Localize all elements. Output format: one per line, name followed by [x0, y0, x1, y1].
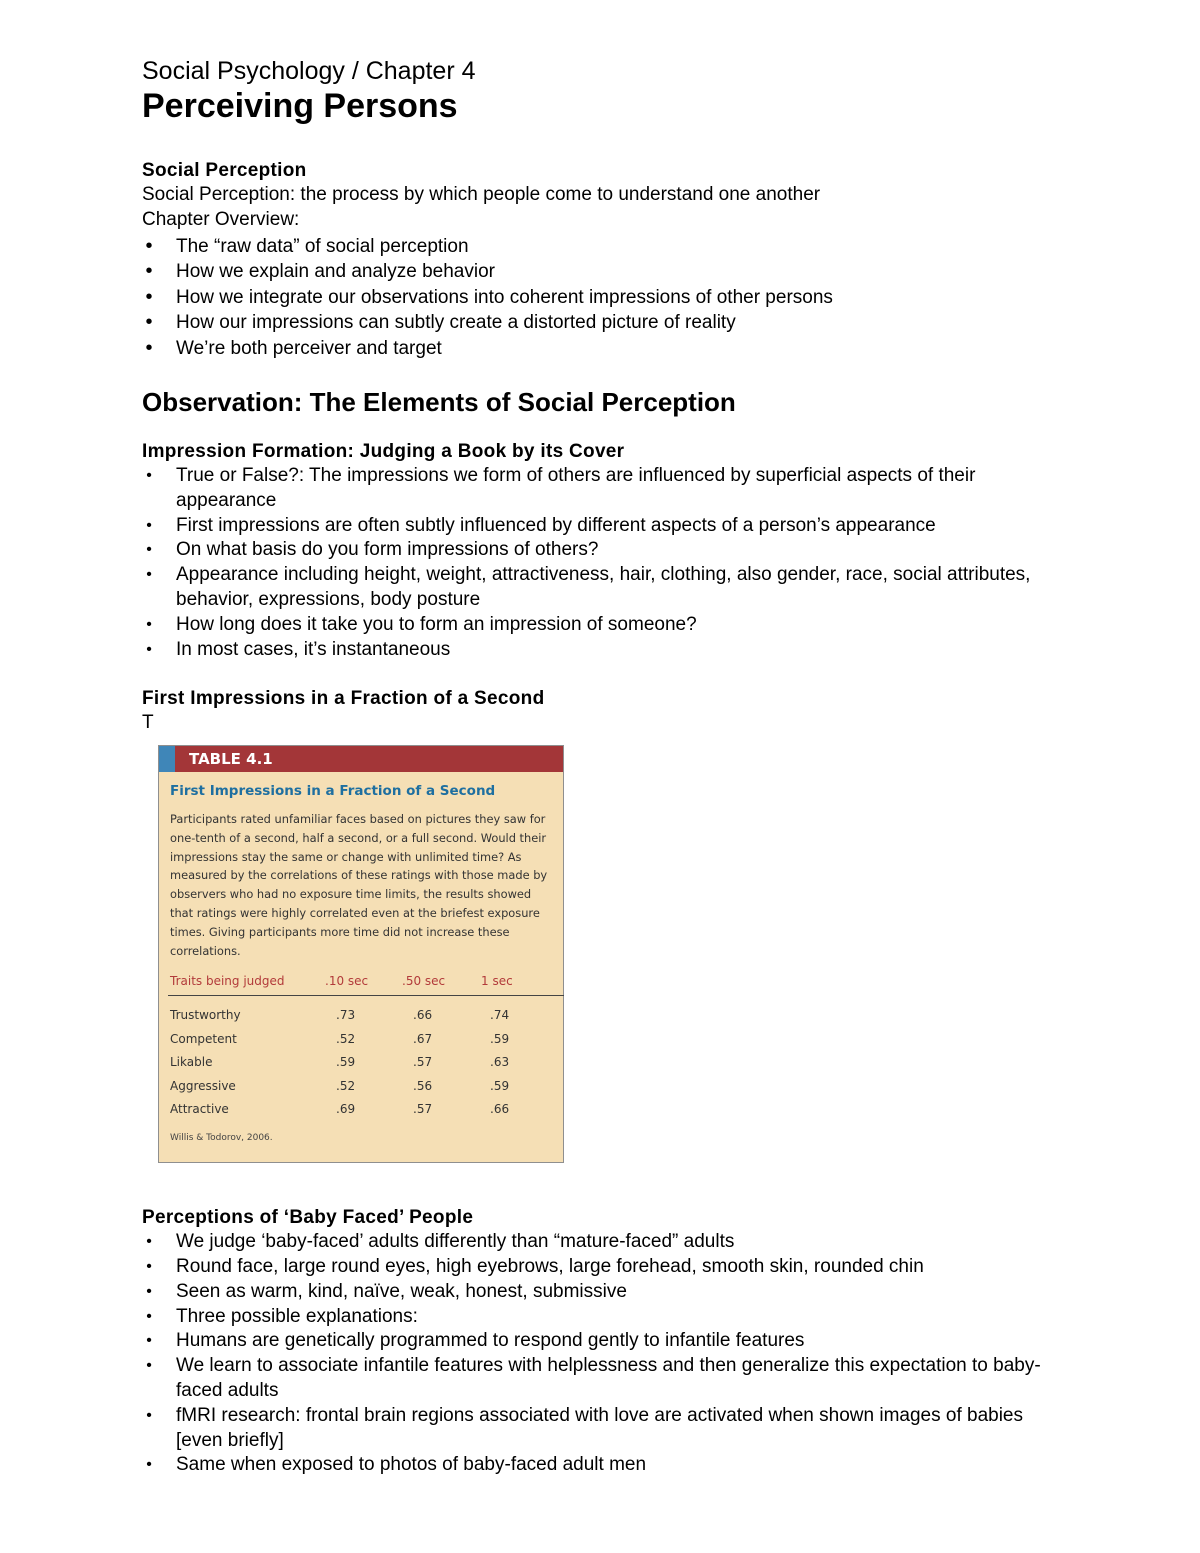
bullet-icon: •	[145, 311, 153, 334]
chapter-overview-label: Chapter Overview:	[142, 208, 300, 230]
baby-faced-list	[142, 1230, 1062, 1478]
table-title: First Impressions in a Fraction of a Second	[170, 783, 496, 799]
list-item: • On what basis do you form impressions of others?	[142, 538, 1062, 563]
course-subtitle: Social Psychology / Chapter 4	[142, 57, 476, 85]
table-cell: .52	[336, 1031, 356, 1046]
table-cell: .57	[413, 1102, 433, 1116]
list-item: • First impressions are often subtly influenced by different aspects of a person’s appearance	[142, 514, 1062, 539]
table-cell: .57	[413, 1055, 433, 1069]
list-item: • We learn to associate infantile features with helplessness and then generalize this expectation to baby-faced adults	[142, 1354, 1062, 1404]
table-row	[159, 1032, 563, 1056]
section-heading-first-impressions: First Impressions in a Fraction of a Second	[142, 688, 545, 710]
table-rule	[168, 995, 564, 996]
table-cell: .52	[336, 1078, 356, 1093]
list-item: • Humans are genetically programmed to respond gently to infantile features	[142, 1329, 1062, 1354]
bullet-icon: •	[146, 1233, 152, 1251]
list-item: • Appearance including height, weight, attractiveness, hair, clothing, also gender, race, social attributes, behavior, expressions, body posture	[142, 563, 1062, 613]
table-tab-marker	[159, 746, 175, 772]
list-item: • True or False?: The impressions we form of others are influenced by superficial aspects of their appearance	[142, 464, 1062, 514]
list-item: • The “raw data” of social perception	[142, 234, 1062, 260]
table-column-headers	[159, 974, 563, 994]
list-item: • How long does it take you to form an impression of someone?	[142, 613, 1062, 638]
bullet-icon: •	[146, 615, 152, 633]
bullet-icon: •	[146, 1406, 152, 1424]
section-heading-social-perception: Social Perception	[142, 160, 307, 181]
section-heading-baby-faced: Perceptions of ‘Baby Faced’ People	[142, 1207, 474, 1229]
table-source: Willis & Todorov, 2006.	[170, 1133, 273, 1143]
table-cell: .66	[490, 1102, 510, 1116]
page-title: Perceiving Persons	[142, 87, 458, 125]
table-cell: .56	[413, 1078, 433, 1093]
bullet-icon: •	[145, 285, 153, 308]
table-cell: Likable	[170, 1055, 213, 1069]
table-cell: .59	[490, 1078, 510, 1093]
table-cell: .73	[336, 1008, 356, 1022]
stray-text: T	[142, 712, 154, 734]
impression-formation-list	[142, 464, 1062, 662]
list-item: • How we integrate our observations into coherent impressions of other persons	[142, 285, 1062, 311]
table-cell: .59	[490, 1031, 510, 1046]
table-body	[159, 1008, 563, 1126]
table-cell: .63	[490, 1055, 510, 1069]
section-heading-observation: Observation: The Elements of Social Perception	[142, 387, 736, 418]
bullet-icon: •	[146, 566, 152, 584]
bullet-icon: •	[146, 640, 152, 658]
list-item: • How our impressions can subtly create a distorted picture of reality	[142, 310, 1062, 336]
table-cell: .74	[490, 1008, 510, 1022]
table-row	[159, 1055, 563, 1079]
table-row	[159, 1008, 563, 1032]
section-heading-impression-formation: Impression Formation: Judging a Book by its Cover	[142, 441, 625, 463]
table-cell: .69	[336, 1102, 356, 1116]
bullet-icon: •	[146, 1307, 152, 1325]
column-header: .50 sec	[402, 974, 446, 988]
list-item: • We’re both perceiver and target	[142, 336, 1062, 362]
bullet-icon: •	[146, 541, 152, 559]
list-item: • We judge ‘baby-faced’ adults differently than “mature-faced” adults	[142, 1230, 1062, 1255]
table-row	[159, 1102, 563, 1126]
chapter-overview-list	[142, 234, 1062, 362]
column-header: .10 sec	[325, 974, 369, 988]
bullet-icon: •	[146, 1456, 152, 1474]
bullet-icon: •	[146, 1282, 152, 1300]
bullet-icon: •	[145, 336, 153, 359]
table-header-bar	[159, 746, 563, 772]
bullet-icon: •	[145, 260, 153, 283]
column-header: 1 sec	[481, 974, 513, 988]
list-item: • Same when exposed to photos of baby-faced adult men	[142, 1453, 1062, 1478]
table-cell: .66	[413, 1008, 433, 1022]
table-cell: Aggressive	[170, 1078, 236, 1093]
bullet-icon: •	[146, 516, 152, 534]
social-perception-definition: Social Perception: the process by which people come to understand one another	[142, 184, 821, 205]
table-figure	[158, 745, 564, 1163]
bullet-icon: •	[146, 467, 152, 485]
list-item: • How we explain and analyze behavior	[142, 259, 1062, 285]
table-label: TABLE 4.1	[189, 750, 273, 768]
table-cell: Attractive	[170, 1102, 229, 1116]
bullet-icon: •	[146, 1258, 152, 1276]
table-row	[159, 1079, 563, 1103]
table-cell: Competent	[170, 1031, 237, 1046]
list-item: • Round face, large round eyes, high eyebrows, large forehead, smooth skin, rounded chin	[142, 1255, 1062, 1280]
bullet-icon: •	[146, 1357, 152, 1375]
list-item: • Three possible explanations:	[142, 1305, 1062, 1330]
table-caption: Participants rated unfamiliar faces based on pictures they saw for one-tenth of a second, half a second, or a full second. Would their impressions stay the same or change with unlimited time? As measured by the correlations of these ratings with those made by observers who had no exposure time limits, the results showed that ratings were highly correlated even at the briefest exposure times. Giving participants more time did not increase these correlations.	[170, 812, 548, 958]
list-item: • fMRI research: frontal brain regions associated with love are activated when shown images of babies [even briefly]	[142, 1404, 1062, 1454]
table-cell: Trustworthy	[170, 1008, 241, 1022]
column-header: Traits being judged	[170, 974, 285, 988]
bullet-icon: •	[146, 1332, 152, 1350]
bullet-icon: •	[145, 234, 153, 257]
table-cell: .67	[413, 1031, 433, 1046]
table-cell: .59	[336, 1055, 356, 1069]
list-item: • Seen as warm, kind, naïve, weak, honest, submissive	[142, 1280, 1062, 1305]
list-item: • In most cases, it’s instantaneous	[142, 638, 1062, 663]
